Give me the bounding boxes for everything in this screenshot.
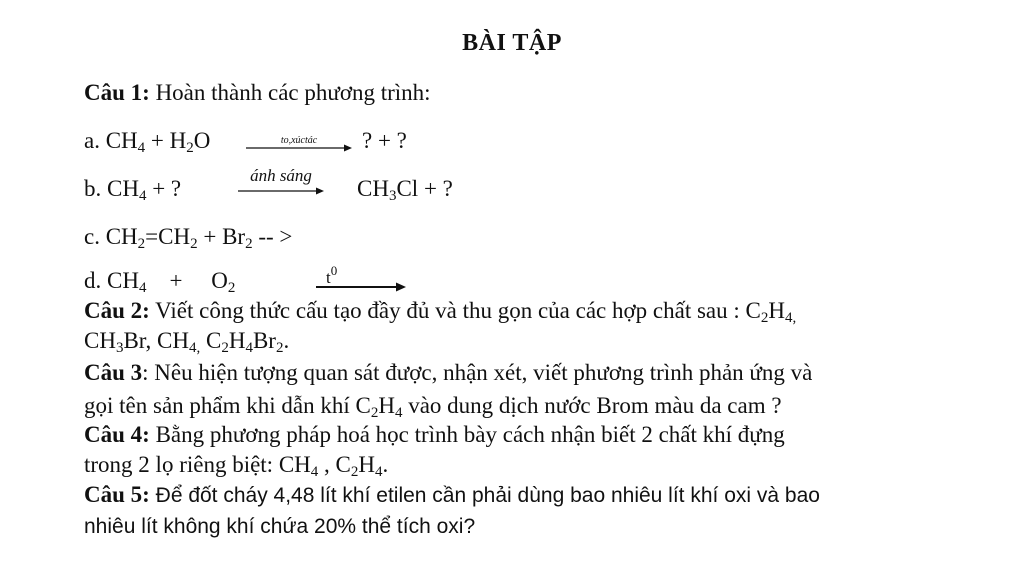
question-5-line-1 [84, 482, 820, 508]
question-4-sub2: 2 [350, 464, 359, 480]
equation-a-prefix: a. [84, 128, 106, 153]
equation-c-ch2a-sub: 2 [137, 236, 146, 252]
question-2-h: H [768, 298, 785, 323]
question-2-line-2 [84, 328, 289, 354]
question-4-mid: , C [318, 452, 351, 477]
question-2-text: Viết công thức cấu tạo đầy đủ và thu gọn của các hợp chất sau : C [149, 298, 761, 323]
equation-d-condition-t: t [326, 268, 331, 287]
question-4-sub4a: 4 [310, 464, 319, 480]
equation-b-products [357, 176, 453, 202]
equation-d-ch4: CH [107, 268, 139, 293]
question-2-sub4b: 4 [245, 340, 253, 356]
question-2-label: Câu 2: [84, 298, 150, 323]
question-2-sub1: 2 [760, 310, 769, 326]
reaction-arrow-d [316, 263, 406, 292]
arrow-right-icon [316, 280, 406, 294]
equation-c-eq: = [145, 224, 159, 249]
equation-a-h2o-sub: 2 [186, 140, 194, 156]
equation-d-condition-sup: 0 [330, 263, 338, 278]
question-3-text-1: : Nêu hiện tượng quan sát được, nhận xét, viết phương trình phản ứng và [142, 360, 813, 385]
equation-d-o2: O [211, 268, 228, 293]
equation-d-plus: + [146, 268, 212, 293]
equation-c-br-sub: 2 [245, 236, 253, 252]
equation-b-ch3cl-sub: 3 [388, 188, 397, 204]
question-5-text-1: Để đốt cháy 4,48 lít khí etilen cần phải dùng bao nhiêu lít khí oxi và bao [149, 484, 820, 507]
equation-a-h2o: H [169, 128, 187, 153]
question-4-label: Câu 4: [84, 422, 150, 447]
equation-d-o2-sub: 2 [227, 280, 236, 296]
question-2-end: . [283, 328, 290, 353]
equation-a [84, 128, 210, 154]
arrow-right-icon [246, 141, 352, 155]
equation-b-prefix: b. [84, 176, 107, 201]
question-2-line-1 [84, 298, 796, 324]
equation-d-prefix: d. [84, 268, 107, 293]
question-2-sub4: 4, [188, 340, 201, 356]
question-4-text-1: Bằng phương pháp hoá học trình bày cách nhận biết 2 chất khí đựng [149, 422, 785, 447]
equation-b-ch4: CH [107, 176, 139, 201]
equation-a-h2o-o: O [193, 128, 211, 153]
question-3-line-2 [84, 393, 782, 419]
question-4-text-2a: trong 2 lọ riêng biệt: CH [84, 452, 311, 477]
question-3-line-1 [84, 360, 812, 386]
equation-b-cl: Cl [396, 176, 419, 201]
question-2-h2: H [228, 328, 246, 353]
question-2-ch3: CH [84, 328, 116, 353]
question-3-h: H [378, 393, 395, 418]
question-3-text-2a: gọi tên sản phẩm khi dẫn khí C [84, 393, 371, 418]
equation-c-plus: + [197, 224, 223, 249]
question-2-sub2b: 2 [275, 340, 284, 356]
question-5-line-2: nhiêu lít không khí chứa 20% thể tích oxi? [84, 515, 476, 538]
equation-c-ch2b: CH [158, 224, 191, 249]
equation-b-condition: ánh sáng [250, 166, 312, 185]
question-4-sub4b: 4 [375, 464, 383, 480]
equation-a-products: ? + ? [362, 128, 407, 153]
equation-d [84, 268, 235, 294]
question-5-label: Câu 5: [84, 482, 150, 507]
question-4-h: H [358, 452, 375, 477]
question-4-line-1 [84, 422, 785, 448]
question-2-br2: Br [252, 328, 276, 353]
question-3-text-2b: vào dung dịch nước Brom màu da cam ? [402, 393, 782, 418]
equation-a-ch4-sub: 4 [137, 140, 146, 156]
question-1-label: Câu 1: [84, 80, 150, 105]
equation-c-ch2a: CH [105, 224, 138, 249]
page-title: BÀI TẬP [462, 30, 562, 56]
question-2-br: Br, CH [123, 328, 189, 353]
equation-d-ch4-sub: 4 [138, 280, 147, 296]
reaction-arrow-b [238, 166, 324, 198]
question-1-heading [84, 80, 431, 106]
question-2-sub2a: 2 [221, 340, 229, 356]
question-4-line-2 [84, 452, 388, 478]
reaction-arrow-a [246, 135, 352, 152]
question-2-sub3: 3 [115, 340, 124, 356]
equation-c-br: Br [222, 224, 246, 249]
equation-c-arrow: -- > [252, 224, 293, 249]
equation-a-ch4: CH [105, 128, 138, 153]
question-3-sub2: 2 [370, 405, 379, 421]
question-2-sub2: 4, [785, 310, 797, 326]
equation-b-rest: + ? [418, 176, 453, 201]
equation-c [84, 224, 292, 250]
arrow-right-icon [238, 184, 324, 198]
question-4-end: . [382, 452, 389, 477]
equation-b-reactant2: + ? [146, 176, 182, 201]
question-3-sub4: 4 [394, 405, 403, 421]
equation-c-prefix: c. [84, 224, 106, 249]
equation-b-ch3cl: CH [357, 176, 389, 201]
equation-b-ch4-sub: 4 [138, 188, 147, 204]
question-3-label: Câu 3 [84, 360, 143, 385]
equation-c-ch2b-sub: 2 [190, 236, 198, 252]
equation-a-condition: to,xúctác [280, 135, 318, 146]
question-1-text: Hoàn thành các phương trình: [149, 80, 431, 105]
equation-a-plus: + [145, 128, 170, 153]
equation-b [84, 176, 181, 202]
question-2-c: C [200, 328, 222, 353]
